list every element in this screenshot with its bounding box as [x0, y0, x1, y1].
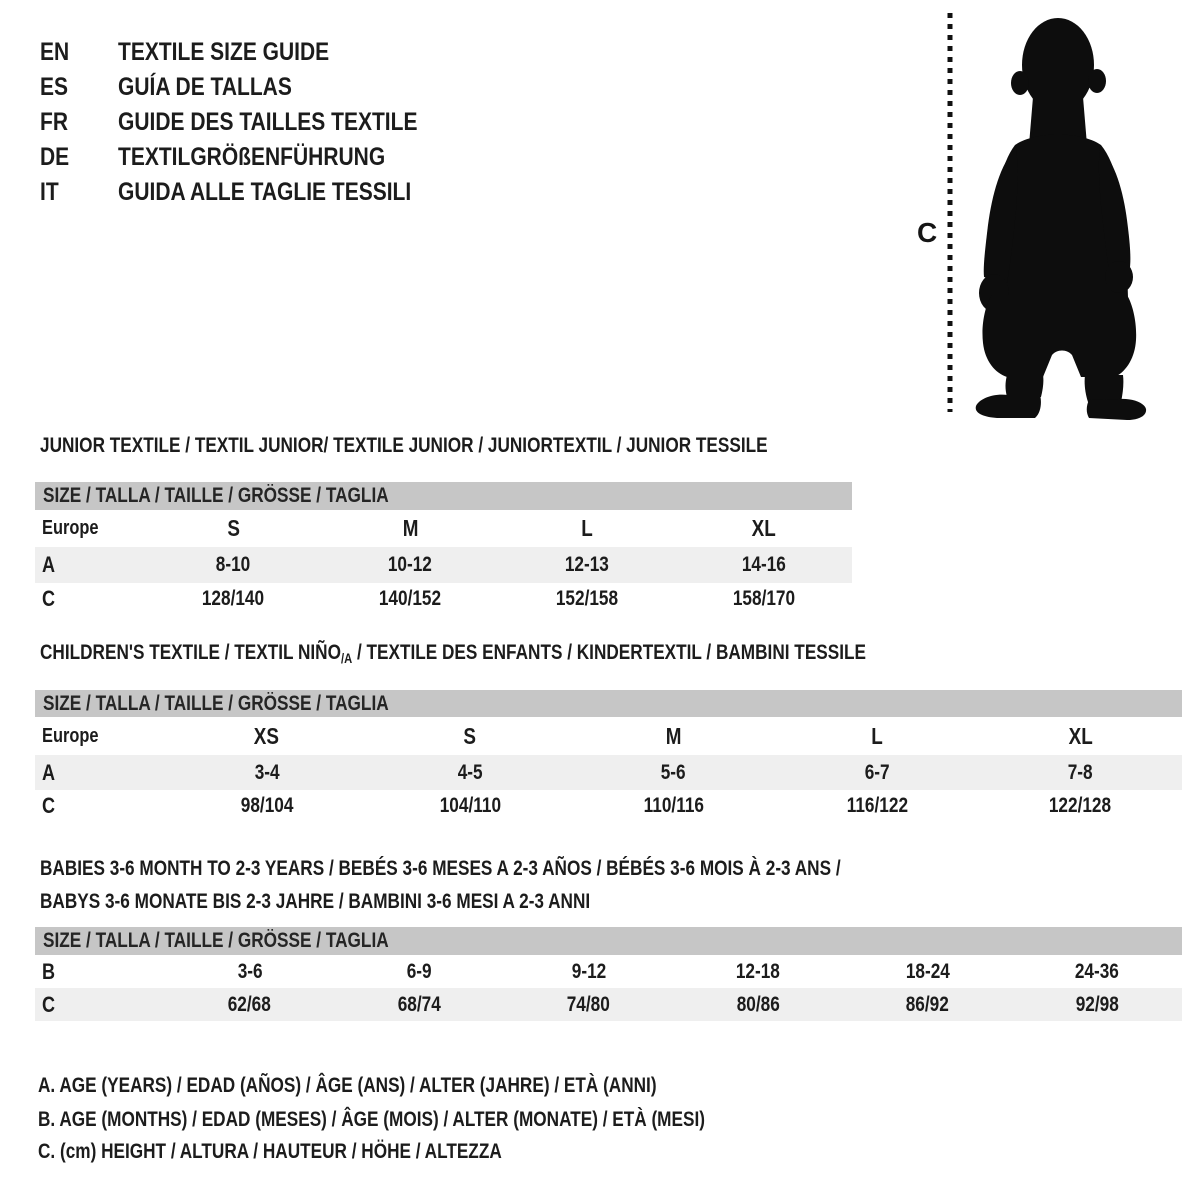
junior-height-row [35, 583, 852, 615]
value-cell: 92/98 [1075, 992, 1119, 1016]
language-label: GUIDE DES TAILLES TEXTILE [118, 107, 418, 136]
size-header-label: SIZE / TALLA / TAILLE / GRÖSSE / TAGLIA [43, 929, 389, 952]
value-cell: 86/92 [906, 992, 950, 1016]
value-cell: 116/122 [846, 794, 908, 817]
size-cell: L [581, 515, 593, 541]
value-cell: 62/68 [228, 992, 272, 1016]
junior-region-row [35, 510, 852, 547]
value-cell: 152/158 [555, 587, 618, 610]
junior-section-title: JUNIOR TEXTILE / TEXTIL JUNIOR/ TEXTILE JUNIOR / JUNIORTEXTIL / JUNIOR TESSILE [40, 433, 768, 457]
value-cell: 3-4 [254, 760, 280, 784]
value-cell: 98/104 [240, 794, 294, 817]
size-cell: S [227, 515, 240, 541]
children-size-table [35, 690, 1182, 822]
babies-section-title-line2: BABYS 3-6 MONATE BIS 2-3 JAHRE / BAMBINI 3-6 MESI A 2-3 ANNI [40, 889, 591, 913]
title-subscript: /A [340, 650, 353, 666]
value-cell: 74/80 [567, 992, 611, 1016]
row-label-cell: B [42, 958, 56, 984]
row-label-cell: C [42, 991, 56, 1017]
children-size-header-bar [35, 690, 1182, 717]
children-section-title: CHILDREN'S TEXTILE / TEXTIL NIÑO/A / TEXTILE DES ENFANTS / KINDERTEXTIL / BAMBINI TESSILE [40, 640, 866, 666]
size-cell: L [871, 722, 883, 749]
size-cell: XL [1068, 722, 1093, 749]
row-label-cell: A [42, 552, 56, 577]
toddler-silhouette-icon [976, 18, 1146, 420]
language-code: FR [40, 107, 68, 136]
value-cell: 128/140 [202, 587, 265, 610]
value-cell: 104/110 [439, 794, 501, 817]
value-cell: 12-13 [564, 553, 609, 576]
row-label-cell: C [42, 586, 56, 611]
language-label: GUÍA DE TALLAS [118, 72, 292, 101]
size-cell: XS [254, 722, 280, 749]
size-guide-figure [895, 5, 1160, 425]
value-cell: 10-12 [388, 553, 433, 576]
babies-months-row [35, 955, 1182, 988]
size-cell: XL [751, 515, 776, 541]
value-cell: 8-10 [216, 553, 251, 576]
legend-height-cm: C. (cm) HEIGHT / ALTURA / HAUTEUR / HÖHE / ALTEZZA [38, 1139, 502, 1163]
value-cell: 6-7 [864, 760, 890, 784]
value-cell: 5-6 [661, 760, 686, 784]
value-cell: 12-18 [736, 959, 781, 983]
value-cell: 110/116 [643, 794, 704, 817]
legend-age-years: A. AGE (YEARS) / EDAD (AÑOS) / ÂGE (ANS) / ALTER (JAHRE) / ETÀ (ANNI) [38, 1073, 657, 1097]
junior-size-header-bar [35, 482, 852, 510]
value-cell: 68/74 [397, 992, 441, 1016]
size-header-label: SIZE / TALLA / TAILLE / GRÖSSE / TAGLIA [43, 691, 389, 715]
language-code: EN [40, 37, 70, 66]
babies-size-table [35, 927, 1182, 1021]
value-cell: 3-6 [237, 959, 263, 983]
junior-size-table [35, 482, 852, 615]
value-cell: 158/170 [732, 587, 795, 610]
children-age-row [35, 755, 1182, 790]
value-cell: 6-9 [406, 959, 432, 983]
language-label: TEXTILE SIZE GUIDE [118, 37, 330, 66]
language-code: ES [40, 72, 69, 101]
value-cell: 24-36 [1075, 959, 1120, 983]
value-cell: 122/128 [1049, 794, 1112, 817]
size-header-label: SIZE / TALLA / TAILLE / GRÖSSE / TAGLIA [43, 484, 389, 507]
row-label-cell: C [42, 793, 56, 818]
size-cell: M [402, 515, 418, 541]
legend-age-months: B. AGE (MONTHS) / EDAD (MESES) / ÂGE (MOIS) / ALTER (MONATE) / ETÀ (MESI) [38, 1107, 705, 1131]
size-cell: M [665, 722, 682, 749]
babies-height-row [35, 988, 1182, 1021]
value-cell: 9-12 [571, 959, 606, 983]
value-cell: 14-16 [741, 553, 786, 576]
row-label-cell: A [42, 759, 56, 785]
junior-age-row [35, 547, 852, 583]
size-cell: S [463, 722, 477, 749]
children-region-row [35, 717, 1182, 755]
language-code: IT [40, 177, 59, 206]
value-cell: 18-24 [905, 959, 950, 983]
value-cell: 4-5 [457, 760, 483, 784]
region-cell: Europe [42, 724, 99, 747]
babies-size-header-bar [35, 927, 1182, 955]
children-height-row [35, 790, 1182, 822]
region-cell: Europe [42, 517, 99, 539]
measure-label-c: C [917, 217, 938, 248]
babies-section-title-line1: BABIES 3-6 MONTH TO 2-3 YEARS / BEBÉS 3-6 MESES A 2-3 AÑOS / BÉBÉS 3-6 MOIS À 2-3 ANS / [40, 856, 841, 880]
language-code: DE [40, 142, 70, 171]
value-cell: 7-8 [1067, 760, 1093, 784]
value-cell: 140/152 [378, 587, 442, 610]
language-label: TEXTILGRÖßENFÜHRUNG [118, 142, 386, 171]
value-cell: 80/86 [736, 992, 780, 1016]
language-label: GUIDA ALLE TAGLIE TESSILI [118, 177, 412, 206]
